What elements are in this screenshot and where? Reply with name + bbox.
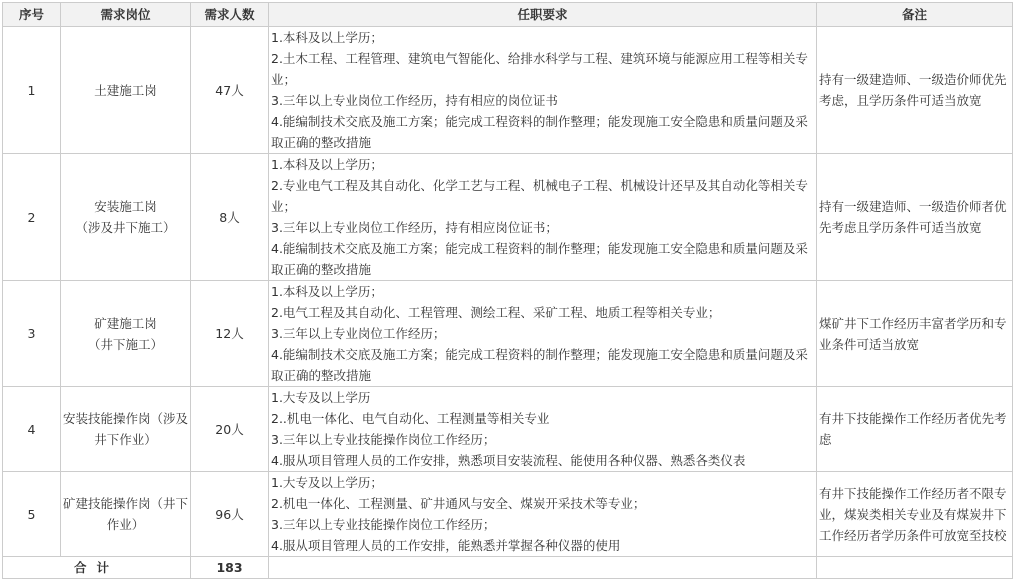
total-empty-notes xyxy=(817,557,1013,579)
row-requirements xyxy=(269,27,817,154)
requirement-line: 2.专业电气工程及其自动化、化学工艺与工程、机械电子工程、机械设计还早及其自动化等相关专业； xyxy=(271,178,808,214)
row-count: 96人 xyxy=(191,472,269,557)
table-row xyxy=(3,281,1013,387)
row-requirements xyxy=(269,154,817,281)
requirement-line: 3.三年以上专业岗位工作经历； xyxy=(271,326,446,341)
requirement-line: 4.能编制技术交底及施工方案；能完成工程资料的制作整理；能发现施工安全隐患和质量问题及采取正确的整改措施 xyxy=(271,114,808,150)
requirement-line: 3.三年以上专业技能操作岗位工作经历； xyxy=(271,517,496,532)
header-requirements: 任职要求 xyxy=(269,3,817,27)
row-count: 8人 xyxy=(191,154,269,281)
row-count: 12人 xyxy=(191,281,269,387)
requirement-line: 4.能编制技术交底及施工方案；能完成工程资料的制作整理；能发现施工安全隐患和质量问题及采取正确的整改措施 xyxy=(271,241,808,277)
table-row xyxy=(3,154,1013,281)
row-position xyxy=(61,472,191,557)
row-position xyxy=(61,281,191,387)
table-row xyxy=(3,387,1013,472)
row-position xyxy=(61,154,191,281)
requirement-line: 3.三年以上专业技能操作岗位工作经历； xyxy=(271,432,496,447)
row-position xyxy=(61,387,191,472)
total-empty-requirements xyxy=(269,557,817,579)
row-note: 煤矿井下工作经历丰富者学历和专业条件可适当放宽 xyxy=(817,281,1013,387)
row-num: 2 xyxy=(3,154,61,281)
header-notes: 备注 xyxy=(817,3,1013,27)
row-num: 3 xyxy=(3,281,61,387)
total-label: 合计 xyxy=(3,557,191,579)
row-position xyxy=(61,27,191,154)
requirement-line: 1.本科及以上学历； xyxy=(271,284,383,299)
position-line: 矿建技能操作岗（井下作业） xyxy=(63,496,189,532)
requirement-line: 1.大专及以上学历； xyxy=(271,475,383,490)
position-line: 土建施工岗 xyxy=(94,82,157,98)
position-line: 安装技能操作岗（涉及井下作业） xyxy=(63,411,189,447)
header-row xyxy=(3,3,1013,27)
row-note: 有井下技能操作工作经历者优先考虑 xyxy=(817,387,1013,472)
table-body xyxy=(3,27,1013,579)
row-note: 持有一级建造师、一级造价师优先考虑，且学历条件可适当放宽 xyxy=(817,27,1013,154)
requirement-line: 2.电气工程及其自动化、工程管理、测绘工程、采矿工程、地质工程等相关专业； xyxy=(271,305,721,320)
table-row xyxy=(3,472,1013,557)
position-line: （井下施工） xyxy=(87,336,163,352)
row-count: 47人 xyxy=(191,27,269,154)
row-num: 1 xyxy=(3,27,61,154)
row-num: 5 xyxy=(3,472,61,557)
requirement-line: 1.本科及以上学历； xyxy=(271,157,383,172)
requirement-line: 2.机电一体化、工程测量、矿井通风与安全、煤炭开采技术等专业； xyxy=(271,496,646,511)
total-count: 183 xyxy=(191,557,269,579)
requirement-line: 1.本科及以上学历； xyxy=(271,30,383,45)
requirement-line: 4.服从项目管理人员的工作安排，熟悉项目安装流程、能使用各种仪器、熟悉各类仪表 xyxy=(271,453,746,468)
row-requirements xyxy=(269,281,817,387)
header-position: 需求岗位 xyxy=(61,3,191,27)
position-line: 矿建施工岗 xyxy=(94,315,157,331)
row-num: 4 xyxy=(3,387,61,472)
requirement-line: 2.土木工程、工程管理、建筑电气智能化、给排水科学与工程、建筑环境与能源应用工程等相关专业； xyxy=(271,51,808,87)
row-requirements xyxy=(269,472,817,557)
requirement-line: 4.能编制技术交底及施工方案；能完成工程资料的制作整理；能发现施工安全隐患和质量问题及采取正确的整改措施 xyxy=(271,347,808,383)
row-note: 持有一级建造师、一级造价师者优先考虑且学历条件可适当放宽 xyxy=(817,154,1013,281)
requirement-line: 2..机电一体化、电气自动化、工程测量等相关专业 xyxy=(271,411,550,426)
recruitment-table xyxy=(2,2,1013,579)
header-count: 需求人数 xyxy=(191,3,269,27)
total-row xyxy=(3,557,1013,579)
requirement-line: 1.大专及以上学历 xyxy=(271,390,371,405)
position-line: （涉及井下施工） xyxy=(75,220,176,235)
row-count: 20人 xyxy=(191,387,269,472)
requirement-line: 3.三年以上专业岗位工作经历，持有相应的岗位证书 xyxy=(271,93,558,108)
row-note: 有井下技能操作工作经历者不限专业，煤炭类相关专业及有煤炭井下工作经历者学历条件可放宽至技校 xyxy=(817,472,1013,557)
requirement-line: 3.三年以上专业岗位工作经历，持有相应岗位证书； xyxy=(271,220,558,235)
header-num: 序号 xyxy=(3,3,61,27)
table-row xyxy=(3,27,1013,154)
requirement-line: 4.服从项目管理人员的工作安排，能熟悉并掌握各种仪器的使用 xyxy=(271,538,621,553)
table-header xyxy=(3,3,1013,27)
position-line: 安装施工岗 xyxy=(94,199,157,214)
row-requirements xyxy=(269,387,817,472)
